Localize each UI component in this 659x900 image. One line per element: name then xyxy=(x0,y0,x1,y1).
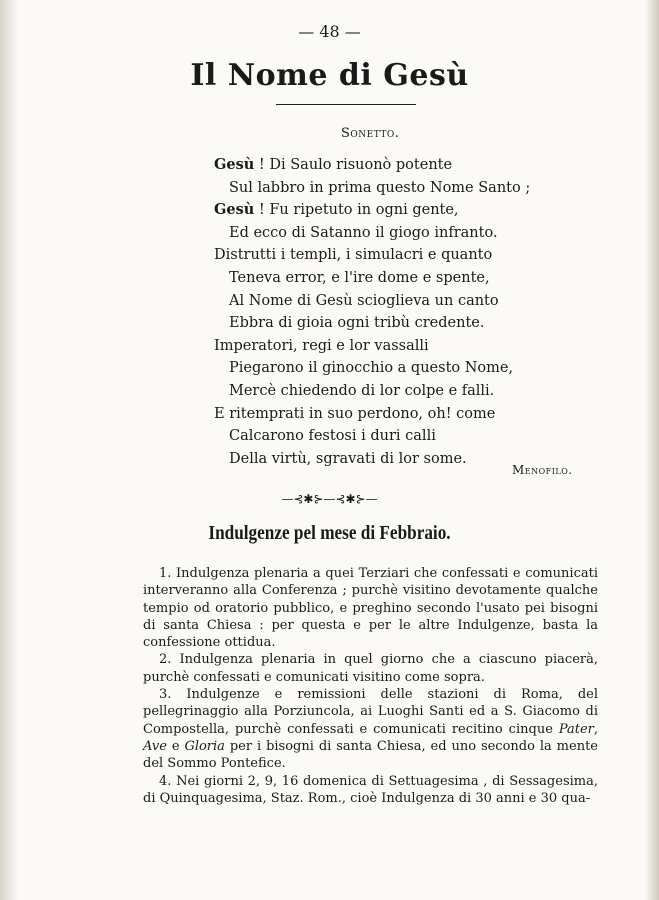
paragraph xyxy=(143,686,598,772)
poem-line: Teneva error, e l'ire dome e spente, xyxy=(229,269,490,286)
poem-line xyxy=(214,154,530,177)
page-number: — 48 — xyxy=(298,22,361,41)
poem-line-text: ! Fu ripetuto in ogni gente, xyxy=(254,202,459,219)
sonnet xyxy=(214,154,530,470)
ornament-divider: —⊰✱⊱—⊰✱⊱— xyxy=(281,492,378,506)
poem-line: E ritemprati in suo perdono, oh! come xyxy=(214,405,496,422)
poem-line-text: ! Di Saulo risuonò potente xyxy=(254,157,453,173)
poem-line: Ed ecco di Satanno il giogo infranto. xyxy=(229,224,498,241)
italic-term: Ave xyxy=(143,738,167,754)
poem-line: Della virtù, sgravati di lor some. xyxy=(229,450,467,467)
title-rule xyxy=(276,104,416,105)
paragraph-text: per i bisogni di santa Chiesa, ed uno secondo la mente del Sommo Pontefice. xyxy=(143,738,598,772)
paragraph-text: 3. Indulgenze e remissioni delle stazioni di Roma, del pellegrinaggio alla Porziuncola, ai Luoghi Santi ed a S. Giacomo di Compostella, purchè confessati e comunicati recitino cinque xyxy=(143,687,598,737)
poem-line: Imperatori, regi e lor vassalli xyxy=(214,337,429,354)
poem-line: Mercè chiedendo di lor colpe e falli. xyxy=(229,382,495,399)
poem-signature: Menofilo. xyxy=(512,463,573,477)
paragraph: 1. Indulgenza plenaria a quei Terziari che confessati e comunicati interveranno alla Conferenza ; purchè visitino devotamente qualche tempio od oratorio pubblico, e preghino secondo l'usato pei bisogni di santa Chiesa : per questa e per le altre Indulgenze, basta la confessione ottidua. xyxy=(143,566,598,651)
paragraph-text: e xyxy=(166,738,185,754)
paragraph: 2. Indulgenza plenaria in quel giorno che a ciascuno piacerà, purchè confessati e comunicati visitino come sopra. xyxy=(143,652,598,685)
section-title: Indulgenze pel mese di Febbraio. xyxy=(208,522,451,544)
indulgences-text xyxy=(143,565,598,807)
poem-line: Calcarono festosi i duri calli xyxy=(229,428,436,445)
poem-line: Ebbra di gioia ogni tribù credente. xyxy=(229,315,485,332)
poem-line-bold: Gesù xyxy=(214,156,255,173)
poem-line: Piegarono il ginocchio a questo Nome, xyxy=(229,360,514,377)
poem-line: Distrutti i templi, i simulacri e quanto xyxy=(214,247,493,264)
page-left-shadow xyxy=(0,0,18,900)
paragraph: 4. Nei giorni 2, 9, 16 domenica di Settuagesima , di Sessagesima, di Quinquagesima, Staz. Rom., cioè Indulgenza di 30 anni e 30 qua- xyxy=(143,773,598,806)
page-right-shadow xyxy=(645,0,659,900)
poem-line xyxy=(214,199,530,222)
italic-term: Gloria xyxy=(184,738,225,754)
poem-line-bold: Gesù xyxy=(214,201,255,219)
poem-subtitle: Sonetto. xyxy=(341,126,400,141)
page-title: Il Nome di Gesù xyxy=(190,58,469,93)
paragraph-text: , xyxy=(593,721,598,737)
poem-line: Sul labbro in prima questo Nome Santo ; xyxy=(229,179,531,196)
poem-line: Al Nome di Gesù scioglieva un canto xyxy=(229,292,499,309)
italic-term: Pater xyxy=(558,721,594,737)
